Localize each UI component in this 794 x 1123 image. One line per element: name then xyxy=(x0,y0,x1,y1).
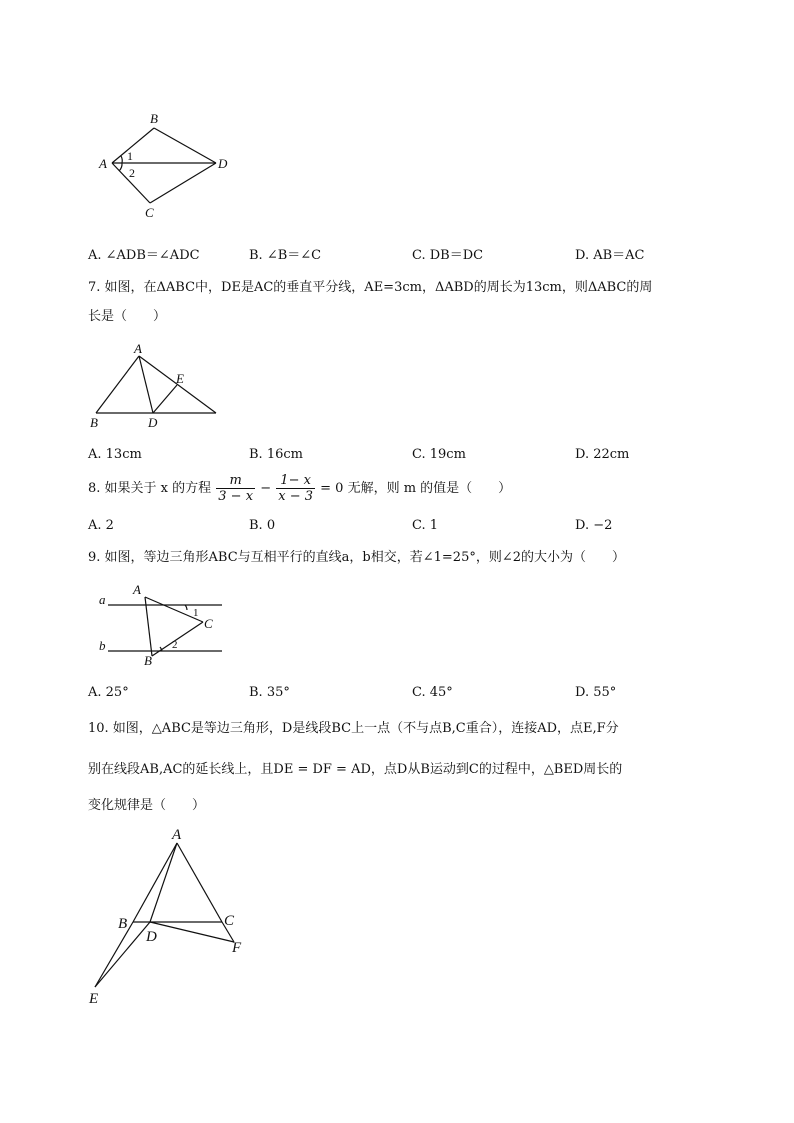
q7-segment-de xyxy=(153,385,177,413)
q6-figure xyxy=(90,105,250,230)
q10-label-d: D xyxy=(146,929,157,945)
q8-stem-suffix: = 0 无解，则 m 的值是（ ） xyxy=(320,481,512,496)
q6-label-a: A xyxy=(99,156,107,171)
q7-label-b: B xyxy=(90,415,98,430)
q9-option-b[interactable]: B. 35° xyxy=(249,685,290,700)
q10-figure xyxy=(85,822,255,1012)
q8-stem-prefix: 8. 如果关于 x 的方程 xyxy=(88,481,212,496)
q9-label-line-a: a xyxy=(99,592,106,607)
q6-segment-cd xyxy=(150,163,216,203)
q6-option-c[interactable]: C. DB＝DC xyxy=(412,248,484,263)
q9-option-d[interactable]: D. 55° xyxy=(575,685,617,700)
q8-fraction-2-numerator: 1− x xyxy=(276,473,315,489)
q10-stem-line1: 10. 如图，△ABC是等边三角形，D是线段BC上一点（不与点B,C重合），连接AD，点E,F分 xyxy=(88,721,619,736)
q6-angle-arc-1 xyxy=(121,156,122,163)
q7-figure xyxy=(85,338,225,433)
q8-minus-sign: − xyxy=(260,481,272,496)
q9-label-line-b: b xyxy=(99,638,106,653)
q9-label-a: A xyxy=(133,582,141,597)
q9-label-c: C xyxy=(204,616,213,631)
q9-figure xyxy=(95,578,230,670)
q6-option-a[interactable]: A. ∠ADB＝∠ADC xyxy=(88,248,200,263)
q8-option-d[interactable]: D. −2 xyxy=(575,518,613,533)
q10-stem-line3: 变化规律是（ ） xyxy=(88,798,206,813)
q7-label-a: A xyxy=(134,341,142,356)
q9-side-ab xyxy=(145,597,152,656)
q7-label-d: D xyxy=(148,415,158,430)
q10-segment-be xyxy=(95,922,133,987)
q7-stem-line2: 长是（ ） xyxy=(88,309,167,324)
q9-label-angle2: 2 xyxy=(172,639,178,651)
q9-angle-arc-1 xyxy=(185,605,187,610)
q6-label-angle1: 1 xyxy=(127,149,133,163)
q8-fraction-1 xyxy=(216,473,255,504)
q8-fraction-1-denominator: 3 − x xyxy=(218,489,254,504)
q6-label-d: D xyxy=(218,156,228,171)
q10-label-a: A xyxy=(172,827,182,843)
q8-option-a[interactable]: A. 2 xyxy=(88,518,114,533)
q6-label-angle2: 2 xyxy=(129,166,135,180)
q8-stem xyxy=(88,470,511,508)
q6-option-d[interactable]: D. AB＝AC xyxy=(575,248,645,263)
q7-option-a[interactable]: A. 13cm xyxy=(88,447,142,462)
q6-option-b[interactable]: B. ∠B＝∠C xyxy=(249,248,322,263)
q9-stem: 9. 如图，等边三角形ABC与互相平行的直线a，b相交，若∠1=25°，则∠2的大小为（ ） xyxy=(88,550,625,565)
q6-segment-ab xyxy=(112,128,154,163)
q7-segment-ab xyxy=(96,356,139,413)
q8-fraction-2-denominator: x − 3 xyxy=(278,489,313,504)
q9-option-c[interactable]: C. 45° xyxy=(412,685,453,700)
q8-option-c[interactable]: C. 1 xyxy=(412,518,439,533)
q7-stem-line1: 7. 如图，在ΔABC中，DE是AC的垂直平分线，AE=3cm，ΔABD的周长为13cm，则ΔABC的周 xyxy=(88,280,653,295)
q7-label-e: E xyxy=(176,371,184,386)
q10-segment-df xyxy=(150,922,234,942)
q6-angle-arc-2 xyxy=(119,163,122,171)
q10-segment-ad xyxy=(150,843,177,922)
q8-fraction-2 xyxy=(276,473,315,504)
q9-label-angle1: 1 xyxy=(193,607,199,619)
q10-label-b: B xyxy=(118,916,128,932)
q10-stem-line2: 别在线段AB,AC的延长线上，且DE = DF = AD，点D从B运动到C的过程中，△BED周长的 xyxy=(88,762,623,777)
q10-segment-ab xyxy=(133,843,177,922)
q9-label-b: B xyxy=(144,653,152,668)
q7-option-b[interactable]: B. 16cm xyxy=(249,447,303,462)
q6-label-c: C xyxy=(145,205,154,220)
q10-label-f: F xyxy=(232,940,242,956)
q10-label-e: E xyxy=(89,991,99,1007)
q6-label-b: B xyxy=(150,111,158,126)
q10-label-c: C xyxy=(224,913,235,929)
q6-segment-bd xyxy=(154,128,216,163)
q7-option-c[interactable]: C. 19cm xyxy=(412,447,466,462)
q8-fraction-1-numerator: m xyxy=(216,473,255,489)
q8-option-b[interactable]: B. 0 xyxy=(249,518,276,533)
q9-option-a[interactable]: A. 25° xyxy=(88,685,129,700)
q10-segment-ac xyxy=(177,843,222,922)
q7-option-d[interactable]: D. 22cm xyxy=(575,447,630,462)
